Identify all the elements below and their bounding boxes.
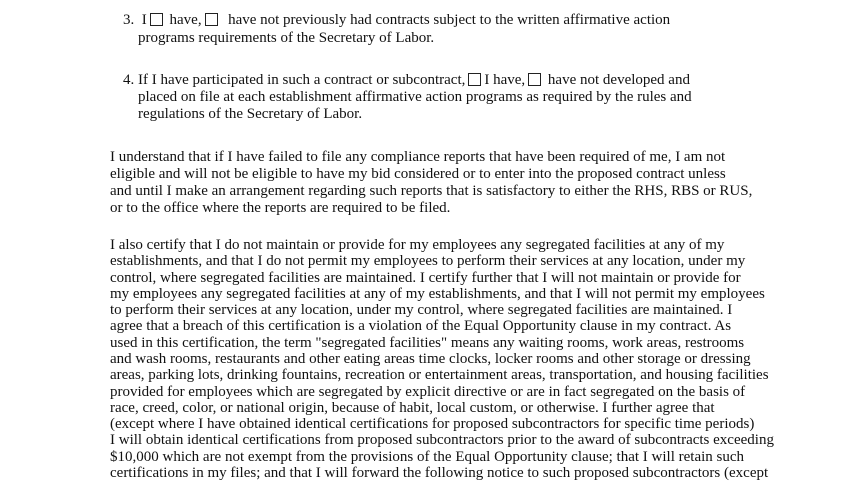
item4-line2: placed on file at each establishment affirmative action programs as required by the rules and: [138, 89, 692, 105]
para2-line: used in this certification, the term "segregated facilities" means any waiting rooms, work areas, restrooms: [110, 335, 745, 351]
para2-line: control, where segregated facilities are maintained. I certify further that I will not maintain or provide for: [110, 270, 741, 286]
item3-number: 3.: [123, 12, 135, 28]
para2-line: (except where I have obtained identical certifications for proposed subcontractors for specific time periods): [110, 416, 755, 432]
para2-line: to perform their services at any location, under my control, where segregated facilities are maintained. I: [110, 302, 733, 318]
item3-line1: [123, 12, 670, 28]
para2-line: I also certify that I do not maintain or provide for my employees any segregated facilities at any of my: [110, 237, 725, 253]
item3-have: have,: [169, 12, 202, 28]
item4-checkbox-have[interactable]: [468, 73, 481, 86]
para1-line: and until I make an arrangement regarding such reports that is satisfactory to either the RHS, RBS or RUS,: [110, 183, 753, 199]
item4-line1-a: 4. If I have participated in such a contract or subcontract,: [123, 72, 466, 88]
item4-line1: [123, 72, 690, 88]
item4-line1-b: I have,: [484, 72, 526, 88]
para2-line: certifications in my files; and that I will forward the following notice to such proposed subcontractors (except: [110, 465, 769, 481]
para2-line: $10,000 which are not exempt from the provisions of the Equal Opportunity clause; that I will retain such: [110, 449, 745, 465]
item3-checkbox-first[interactable]: [150, 13, 163, 26]
para2-line: race, creed, color, or national origin, because of habit, local custom, or otherwise. I further agree that: [110, 400, 715, 416]
item3-line1-rest: have not previously had contracts subject to the written affirmative action: [228, 12, 671, 28]
para2-line: and wash rooms, restaurants and other eating areas time clocks, locker rooms and other storage or dressing: [110, 351, 751, 367]
para2-line: establishments, and that I do not permit my employees to perform their services at any location, under my: [110, 253, 746, 269]
item4-checkbox-have-not[interactable]: [528, 73, 541, 86]
item4-line1-c: have not developed and: [547, 72, 690, 88]
para1-line: or to the office where the reports are required to be filed.: [110, 200, 451, 216]
para1-line: eligible and will not be eligible to have my bid considered or to enter into the proposed contract unless: [110, 166, 726, 182]
para2-line: my employees any segregated facilities at any of my establishments, and that I will not permit my employees: [110, 286, 765, 302]
item3-i: I: [141, 12, 147, 28]
item3-line2: programs requirements of the Secretary of Labor.: [138, 30, 435, 46]
para2-line: agree that a breach of this certification is a violation of the Equal Opportunity clause in my contract. As: [110, 318, 732, 334]
para2-line: I will obtain identical certifications from proposed subcontractors prior to the award of subcontracts exceeding: [110, 432, 774, 448]
para2-line: areas, parking lots, drinking fountains, recreation or entertainment areas, transportation, and housing facilities: [110, 367, 769, 383]
item4-line3: regulations of the Secretary of Labor.: [138, 106, 363, 122]
para1-line: I understand that if I have failed to file any compliance reports that have been required of me, I am not: [110, 149, 726, 165]
para2-line: provided for employees which are segregated by explicit directive or are in fact segregated on the basis of: [110, 384, 746, 400]
item3-checkbox-second[interactable]: [205, 13, 218, 26]
